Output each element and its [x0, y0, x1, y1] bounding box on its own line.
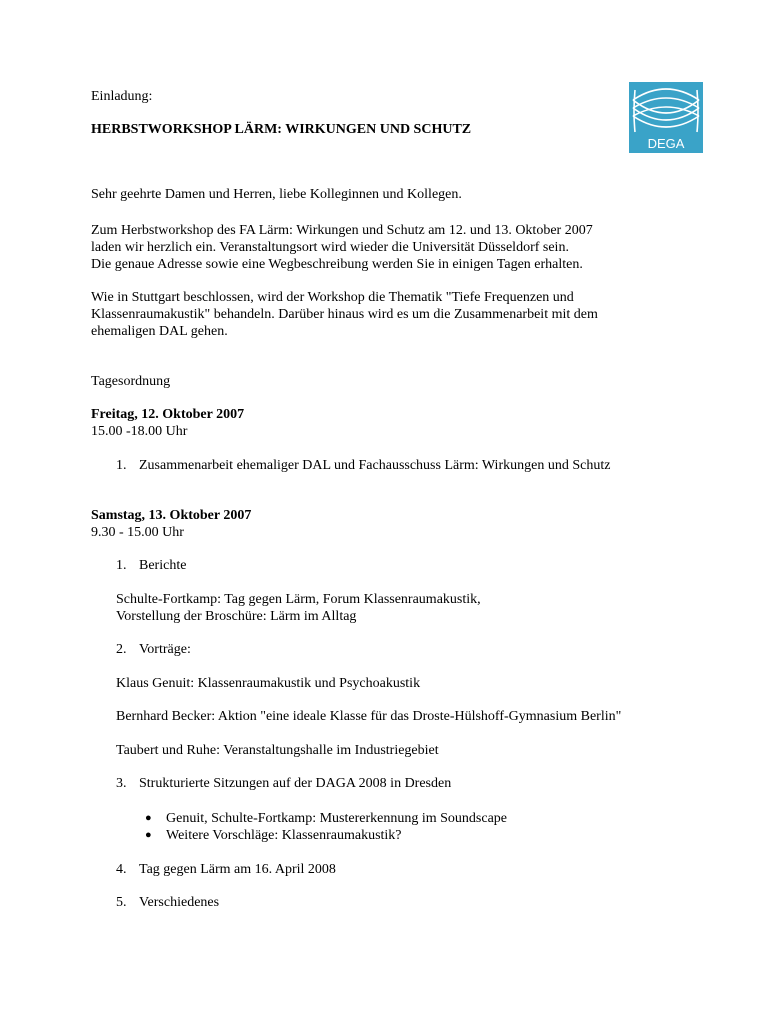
paragraph2-line1: Wie in Stuttgart beschlossen, wird der Workshop die Thematik "Tiefe Frequenzen und [91, 290, 574, 305]
agenda-heading: Tagesordnung [91, 374, 171, 389]
talk-item: Taubert und Ruhe: Veranstaltungshalle im Industriegebiet [116, 743, 439, 758]
bullet-icon: ● [145, 829, 152, 841]
dresden-bullet-item: Weitere Vorschläge: Klassenraumakustik? [166, 828, 402, 843]
dega-logo-icon [629, 82, 703, 153]
logo-text: DEGA [647, 136, 685, 151]
saturday-item2-number: 2. [116, 642, 127, 657]
bullet-icon: ● [145, 812, 152, 824]
berichte-detail-line2: Vorstellung der Broschüre: Lärm im Alltag [116, 609, 357, 624]
talk-item: Bernhard Becker: Aktion "eine ideale Klasse für das Droste-Hülshoff-Gymnasium Berlin" [116, 709, 622, 724]
greeting-label: Einladung: [91, 89, 153, 104]
paragraph2-line3: ehemaligen DAL gehen. [91, 324, 228, 339]
saturday-item5-number: 5. [116, 895, 127, 910]
saturday-item4-number: 4. [116, 862, 127, 877]
saturday-time: 9.30 - 15.00 Uhr [91, 525, 184, 540]
saturday-item1-text: Berichte [139, 558, 187, 573]
saturday-item2-text: Vorträge: [139, 642, 191, 657]
saturday-item5-text: Verschiedenes [139, 895, 220, 910]
paragraph2-line2: Klassenraumakustik" behandeln. Darüber hinaus wird es um die Zusammenarbeit mit dem [91, 307, 598, 322]
salutation: Sehr geehrte Damen und Herren, liebe Kolleginnen und Kollegen. [91, 187, 462, 202]
paragraph1-line1: Zum Herbstworkshop des FA Lärm: Wirkungen und Schutz am 12. und 13. Oktober 2007 [91, 223, 593, 238]
berichte-detail-line1: Schulte-Fortkamp: Tag gegen Lärm, Forum Klassenraumakustik, [116, 592, 481, 607]
friday-item-number: 1. [116, 458, 127, 473]
saturday-item3-number: 3. [116, 776, 127, 791]
saturday-item4-text: Tag gegen Lärm am 16. April 2008 [139, 862, 336, 877]
dresden-bullet-item: Genuit, Schulte-Fortkamp: Mustererkennung im Soundscape [166, 811, 507, 826]
saturday-date: Samstag, 13. Oktober 2007 [91, 508, 252, 523]
paragraph1-line2: laden wir herzlich ein. Veranstaltungsort wird wieder die Universität Düsseldorf sein. [91, 240, 569, 255]
friday-date: Freitag, 12. Oktober 2007 [91, 407, 245, 422]
talk-item: Klaus Genuit: Klassenraumakustik und Psychoakustik [116, 676, 421, 691]
paragraph1-line3: Die genaue Adresse sowie eine Wegbeschreibung werden Sie in einigen Tagen erhalten. [91, 257, 583, 272]
friday-item-text: Zusammenarbeit ehemaliger DAL und Fachausschuss Lärm: Wirkungen und Schutz [139, 458, 611, 473]
friday-time: 15.00 -18.00 Uhr [91, 424, 188, 439]
document-title: HERBSTWORKSHOP LÄRM: WIRKUNGEN UND SCHUTZ [91, 122, 472, 137]
dega-logo [629, 82, 703, 153]
saturday-item1-number: 1. [116, 558, 127, 573]
saturday-item3-text: Strukturierte Sitzungen auf der DAGA 2008 in Dresden [139, 776, 452, 791]
